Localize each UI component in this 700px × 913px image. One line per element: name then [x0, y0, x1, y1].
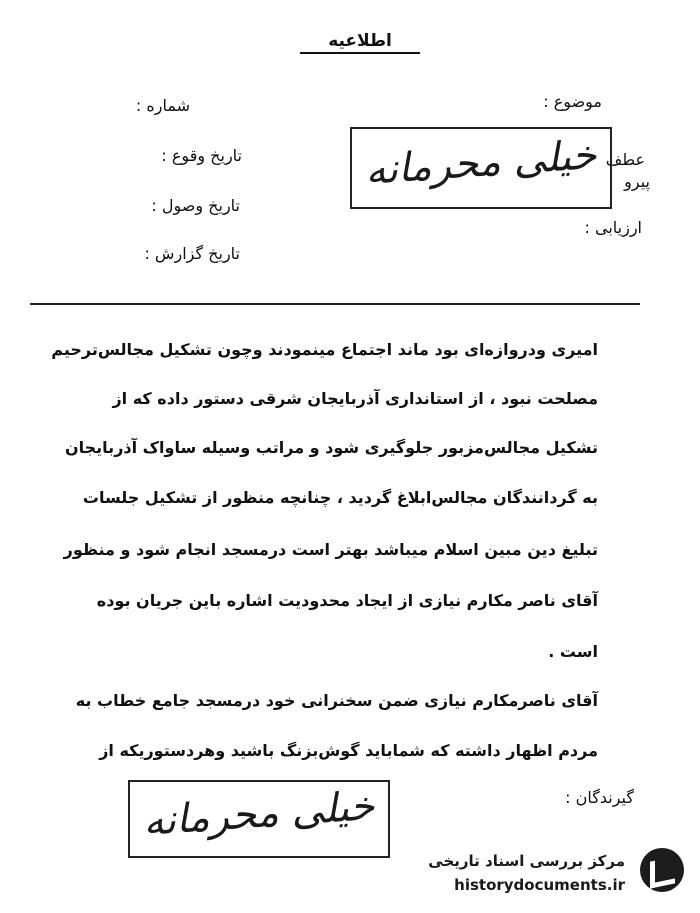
report-date-label: تاریخ گزارش : — [144, 244, 240, 263]
body-line: است . — [548, 642, 598, 661]
body-line: تبلیغ دین مبین اسلام میباشد بهتر است درمسجد انجام شود و منظور — [63, 540, 598, 559]
header-divider — [30, 303, 640, 305]
body-line: مصلحت نبود ، از استانداری آذربایجان شرقی دستور داده که از — [112, 389, 598, 408]
archive-logo-icon — [640, 848, 684, 892]
classification-stamp-top — [350, 127, 612, 209]
receipt-date-label: تاریخ وصول : — [151, 196, 240, 215]
body-line: امیری ودروازه‌ای بود ماند اجتماع مینمودند وچون تشکیل مجالس‌ترحیم‌ — [51, 340, 598, 359]
classification-stamp-bottom — [128, 780, 390, 858]
reference-label: عطف — [605, 150, 645, 169]
subject-label: موضوع : — [543, 92, 602, 111]
evaluation-label: ارزیابی : — [584, 218, 642, 237]
watermark-org: مرکز بررسی اسناد تاریخی — [428, 852, 625, 870]
follow-up-label: پیرو — [624, 172, 650, 191]
body-line: مردم اظهار داشته که شماباید گوش‌بزنگ باشید وهردستوریکه از — [99, 741, 598, 760]
body-line: آقای ناصر مکارم نیازی از ایجاد محدودیت اشاره باین جریان بوده — [96, 591, 598, 610]
incident-date-label: تاریخ وقوع : — [161, 146, 242, 165]
number-label: شماره : — [135, 96, 190, 115]
recipients-label: گیرندگان : — [565, 788, 634, 807]
document-title: اطلاعیه — [300, 30, 420, 54]
body-line: آقای ناصرمکارم نیازی ضمن سخنرانی خود درمسجد جامع خطاب به — [75, 691, 598, 710]
body-line: تشکیل مجالس‌مزبور جلوگیری شود و مراتب وسیله ساواک آذربایجان — [64, 438, 598, 457]
classification-stamp-bottom-text: خیلی محرمانه — [141, 782, 377, 846]
watermark-url: historydocuments.ir — [454, 876, 625, 894]
classification-stamp-top-text: خیلی محرمانه — [363, 131, 599, 195]
body-line: به گردانندگان مجالس‌ابلاغ گردید ، چنانچه منظور از تشکیل جلسات — [82, 488, 598, 507]
